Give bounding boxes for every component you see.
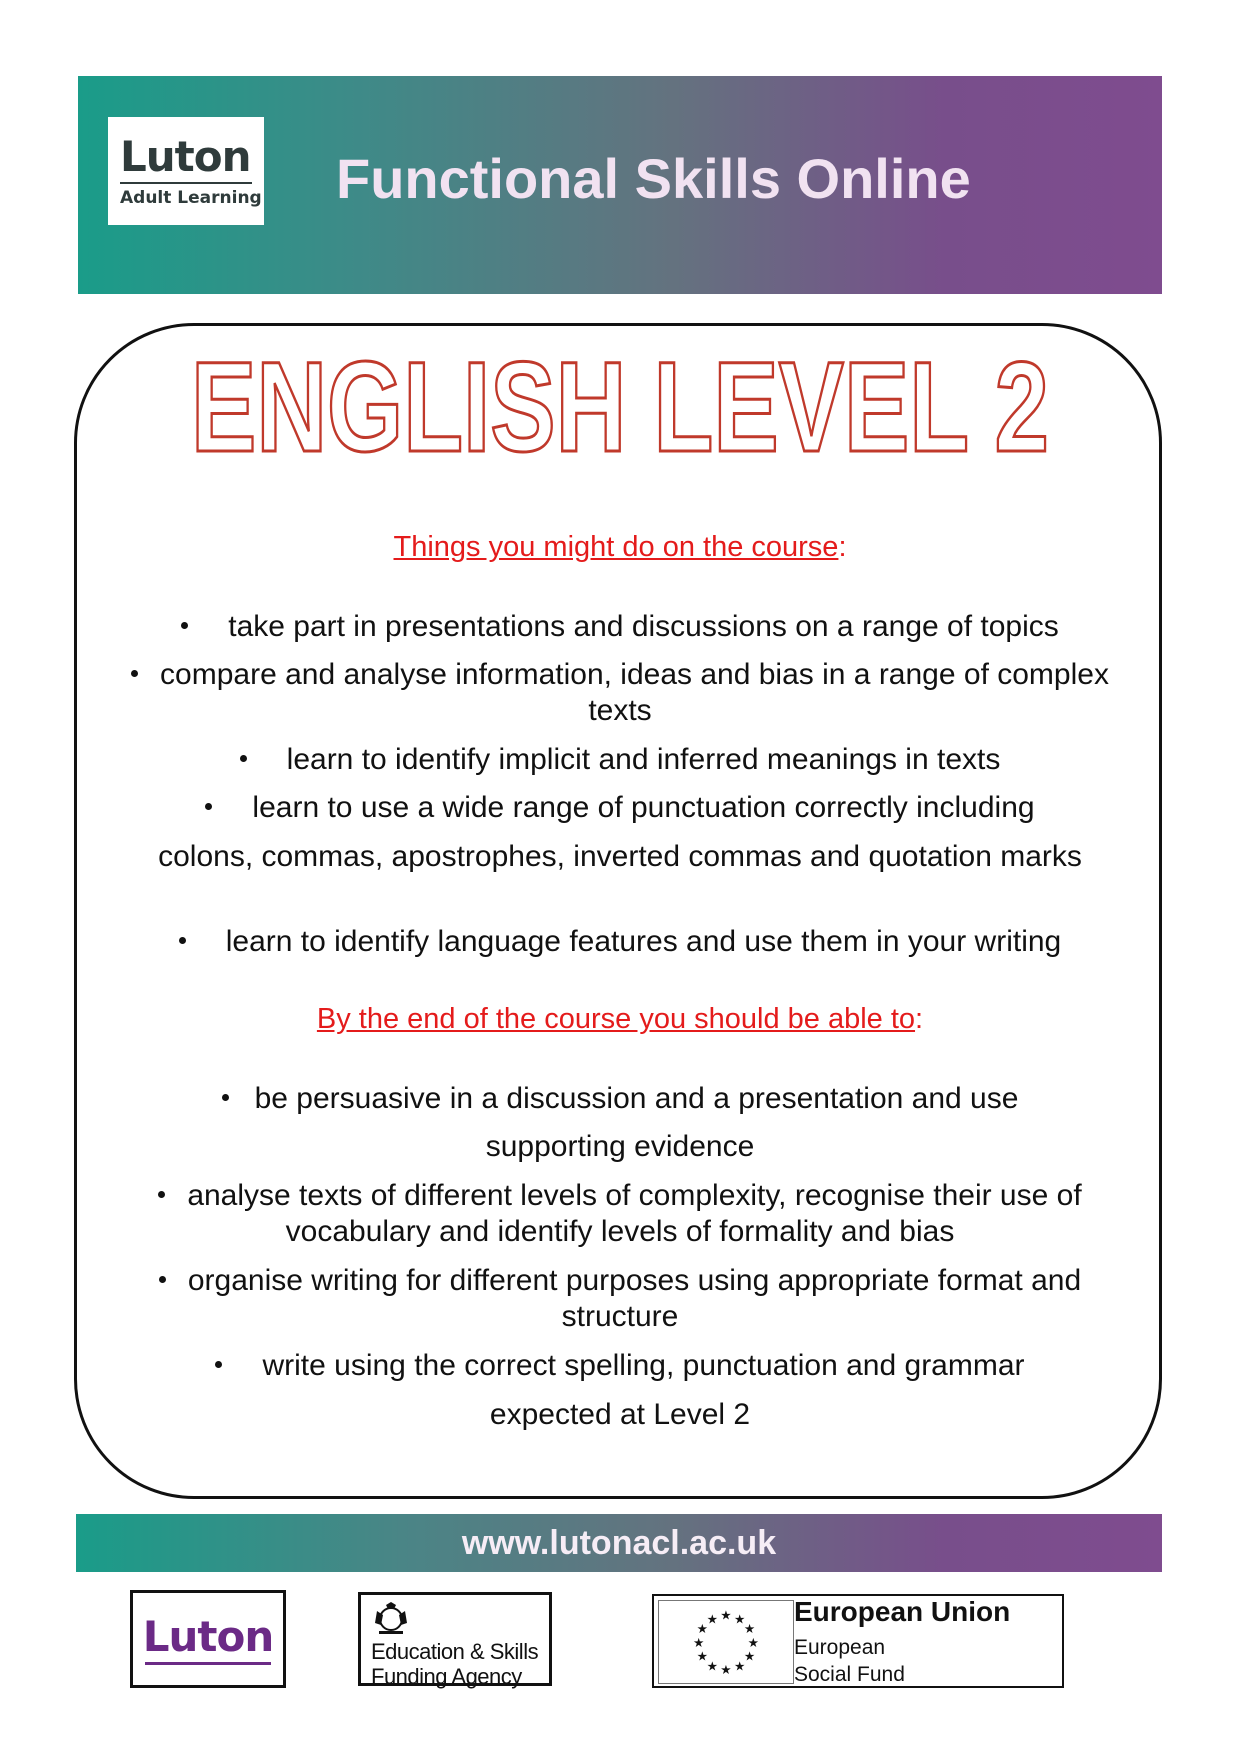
list-item-text: organise writing for different purposes using appropriate format and structure bbox=[187, 1264, 1082, 1333]
course-title-text: ENGLISH LEVEL 2 bbox=[191, 338, 1049, 468]
list-item bbox=[118, 790, 1122, 826]
bullet-dot bbox=[181, 622, 188, 629]
royal-crest-icon bbox=[371, 1601, 411, 1637]
section-heading-colon: : bbox=[838, 531, 847, 563]
eu-flag-icon bbox=[658, 1600, 794, 1684]
esfa-line-2: Funding Agency bbox=[371, 1664, 522, 1689]
eu-star-icon: ★ bbox=[696, 1621, 709, 1637]
eu-star-icon: ★ bbox=[692, 1634, 705, 1650]
eu-subtitle-line-1: European bbox=[794, 1636, 886, 1659]
page-title: Functional Skills Online bbox=[336, 147, 971, 210]
bullet-dot bbox=[222, 1094, 229, 1101]
section-heading-things-you-might-do bbox=[0, 531, 1240, 564]
bullet-dot bbox=[179, 937, 186, 944]
list-item-text: analyse texts of different levels of complexity, recognise their use of vocabulary and identify levels of formality and bias bbox=[187, 1179, 1082, 1248]
eu-subtitle-line-2: Social Fund bbox=[794, 1663, 905, 1686]
section-heading-text: Things you might do on the course bbox=[393, 531, 839, 563]
luton-adult-learning-logo bbox=[108, 117, 264, 225]
logo-subtitle: Adult Learning bbox=[120, 188, 262, 208]
list-item-text: compare and analyse information, ideas and bias in a range of complex texts bbox=[160, 658, 1109, 727]
eu-star-icon: ★ bbox=[733, 1658, 746, 1674]
list-item bbox=[118, 924, 1122, 960]
eu-star-icon: ★ bbox=[743, 1621, 756, 1637]
course-title bbox=[0, 338, 1240, 468]
list-item bbox=[118, 657, 1122, 729]
list-item bbox=[118, 1263, 1122, 1335]
list-item-text: learn to identify implicit and inferred meanings in texts bbox=[286, 743, 1001, 776]
bullet-dot bbox=[205, 803, 212, 810]
eu-star-icon: ★ bbox=[747, 1634, 760, 1650]
section-heading-colon: : bbox=[915, 1003, 924, 1035]
eu-subtitle bbox=[794, 1634, 905, 1688]
bullet-dot bbox=[158, 1191, 165, 1198]
list-item bbox=[118, 1178, 1122, 1250]
list-item-text: learn to use a wide range of punctuation correctly including bbox=[252, 791, 1035, 824]
eu-star-icon: ★ bbox=[706, 1658, 719, 1674]
bullet-dot bbox=[215, 1361, 222, 1368]
eu-star-icon: ★ bbox=[696, 1648, 709, 1664]
list-item-text: write using the correct spelling, punctuation and grammar bbox=[262, 1349, 1025, 1382]
header-banner bbox=[78, 76, 1162, 294]
esfa-name bbox=[371, 1639, 538, 1689]
section-heading-by-the-end bbox=[0, 1003, 1240, 1036]
list-item-text: take part in presentations and discussions on a range of topics bbox=[228, 610, 1059, 643]
eu-star-icon: ★ bbox=[743, 1648, 756, 1664]
list-item bbox=[118, 609, 1122, 645]
list-item bbox=[118, 1081, 1122, 1117]
luton-logo-word: Luton bbox=[142, 1611, 274, 1661]
eu-star-icon: ★ bbox=[720, 1662, 732, 1678]
list-item-continuation: colons, commas, apostrophes, inverted commas and quotation marks bbox=[158, 840, 1082, 873]
esfa-line-1: Education & Skills bbox=[371, 1639, 539, 1664]
european-social-fund-logo bbox=[652, 1594, 1064, 1688]
list-item-continuation: expected at Level 2 bbox=[489, 1398, 751, 1431]
eu-star-icon: ★ bbox=[706, 1611, 719, 1627]
list-item-text: learn to identify language features and use them in your writing bbox=[225, 925, 1062, 958]
list-item-continuation: supporting evidence bbox=[485, 1130, 755, 1163]
luton-logo bbox=[130, 1590, 286, 1688]
eu-title: European Union bbox=[794, 1596, 1011, 1627]
footer-banner bbox=[76, 1514, 1162, 1572]
luton-logo-rule bbox=[145, 1662, 271, 1665]
section-heading-text: By the end of the course you should be able to bbox=[316, 1003, 916, 1035]
logo-word: Luton bbox=[120, 132, 251, 181]
eu-star-icon: ★ bbox=[733, 1611, 746, 1627]
list-item-text: be persuasive in a discussion and a presentation and use bbox=[254, 1082, 1019, 1115]
eu-star-icon: ★ bbox=[720, 1607, 732, 1623]
website-link[interactable]: www.lutonacl.ac.uk bbox=[461, 1524, 777, 1562]
bullet-dot bbox=[159, 1276, 166, 1283]
list-item bbox=[118, 742, 1122, 778]
logo-rule bbox=[120, 182, 252, 184]
esfa-logo bbox=[358, 1592, 552, 1689]
bullet-dot bbox=[240, 755, 247, 762]
list-item bbox=[118, 1348, 1122, 1384]
bullet-dot bbox=[131, 670, 138, 677]
